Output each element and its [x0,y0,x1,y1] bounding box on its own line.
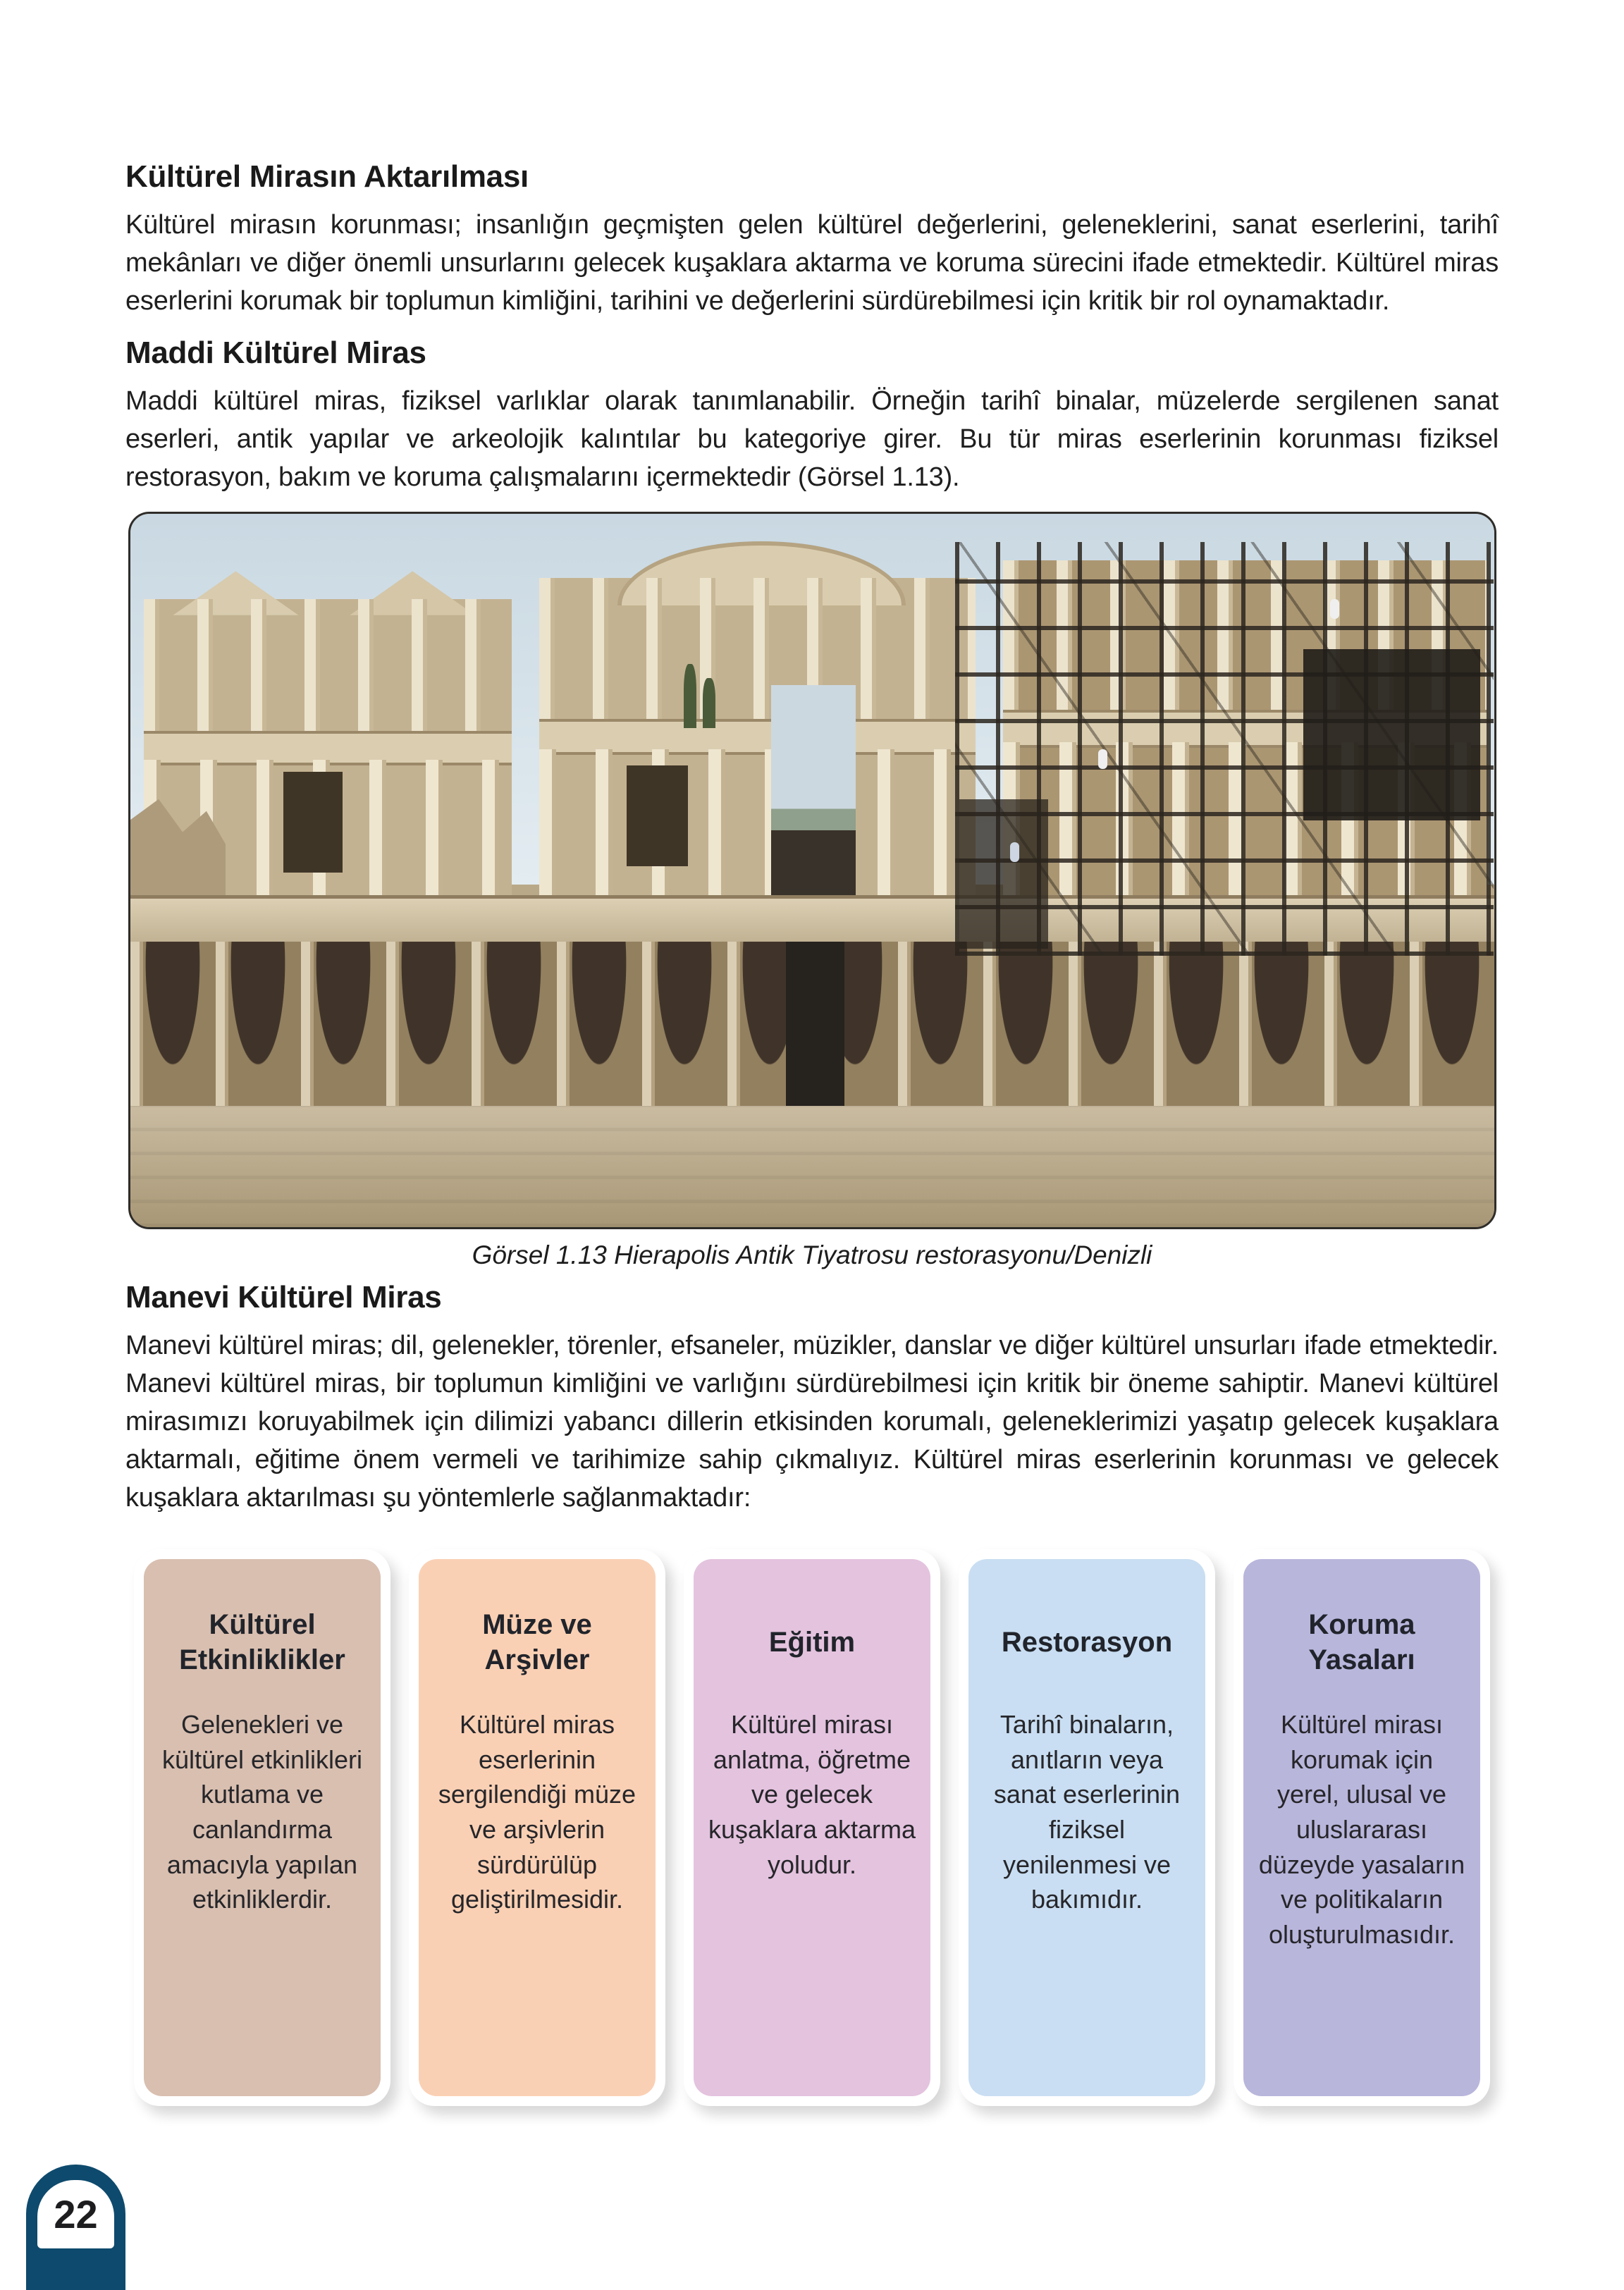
statue-niche [283,772,343,872]
section-heading-kulturel-mirasin-aktarilmasi: Kültürel Mirasın Aktarılması [125,159,529,194]
card-body-text: Gelenekleri ve kültürel etkinlikleri kutlama ve canlandırma amacıyla yapılan etkinliklerdir. [161,1710,363,1914]
cypress-tree [703,678,715,728]
card-surface [419,1559,656,2096]
preservation-methods-cards [134,1549,1490,2106]
restoration-worker [1098,749,1107,769]
card-body-text: Kültürel mirası korumak için yerel, ulusal ve uluslararası düzeyde yasaların ve politikaların oluşturulmasıdır. [1258,1710,1465,1950]
card-title: Koruma Yasaları [1308,1609,1415,1675]
statue-niche [627,765,688,866]
scaffold-netting [1303,649,1481,820]
card-title: Müze ve Arşivler [482,1609,592,1675]
card-title: Eğitim [768,1627,856,1658]
central-gate-opening [771,685,856,899]
paragraph-intangible-heritage: Manevi kültürel miras; dil, gelenekler, törenler, efsaneler, müzikler, danslar ve diğer kültürel unsurları ifade etmektedir. Manevi kültürel miras, bir toplumun kimliğini ve varlığını sürdürebilmesi için kritik bir öneme sahiptir. Manevi kültürel mirasımızı koruyabilmek için dilimizi yabancı dillerin etkisinden korumalı, geleneklerimizi yaşatıp gelecek kuşaklara aktarmalı, eğitime önem vermeli ve tarihimize sahip çıkmalıyız. Kültürel miras eserlerinin korunması ve gelecek kuşaklara aktarılması şu yöntemlerle sağlanmaktadır: [125,1331,1499,1513]
card-surface [144,1559,381,2096]
section-heading-maddi-kulturel-miras: Maddi Kültürel Miras [125,336,426,370]
figure-gorsel-1-13 [125,512,1499,1270]
upper-colonnade [144,599,512,731]
card-body-text: Kültürel miras eserlerinin sergilendiği müze ve arşivlerin sürdürülüp geliştirilmesidir. [438,1710,636,1914]
cypress-tree [684,664,696,728]
card-surface [694,1559,930,2096]
page-content [125,0,1499,2106]
stage-floor [130,1106,1494,1227]
method-card-koruma-yasalari [1234,1549,1490,2106]
hierapolis-theatre-photo [128,512,1496,1229]
section-heading-manevi-kulturel-miras: Manevi Kültürel Miras [125,1280,442,1315]
upper-colonnade [539,578,976,719]
restoration-worker [1330,599,1339,619]
paragraph-cultural-heritage-intro: Kültürel mirasın korunması; insanlığın geçmişten gelen kültürel değerlerini, geleneklerini, sanat eserlerini, tarihî mekânları ve diğer önemli unsurlarını gelecek kuşaklara aktarma ve koruma sürecini ifade etmektedir. Kültürel miras eserlerini korumak bir toplumun kimliğini, tarihini ve değerlerini sürdürebilmesi için kritik bir rol oynamaktadır. [125,210,1499,316]
page-number: 22 [37,2180,114,2248]
method-card-kulturel-etkinlikler [134,1549,390,2106]
stage-doorway [786,942,844,1106]
page-number-badge [26,2165,125,2290]
lower-colonnade [539,749,976,913]
card-surface [968,1559,1205,2096]
card-surface [1243,1559,1480,2096]
figure-caption: Görsel 1.13 Hierapolis Antik Tiyatrosu restorasyonu/Denizli [472,1241,1152,1269]
floor-texture [130,1106,1494,1227]
scaffold-netting [959,799,1048,949]
card-body-text: Tarihî binaların, anıtların veya sanat eserlerinin fiziksel yenilenmesi ve bakımıdır. [993,1710,1181,1914]
method-card-muze-ve-arsivler [409,1549,665,2106]
method-card-egitim [684,1549,940,2106]
paragraph-tangible-heritage: Maddi kültürel miras, fiziksel varlıklar olarak tanımlanabilir. Örneğin tarihî binalar, müzelerde sergilenen sanat eserleri, antik yapılar ve arkeolojik kalıntılar bu kategoriye girer. Bu tür miras eserlerinin korunması fiziksel restorasyon, bakım ve koruma çalışmalarını içermektedir (Görsel 1.13). [125,386,1499,492]
theatre-center-pavilion [539,578,976,913]
card-title: Restorasyon [1001,1627,1173,1658]
method-card-restorasyon [959,1549,1215,2106]
restoration-worker [1010,842,1019,862]
card-body-text: Kültürel mirası anlatma, öğretme ve gelecek kuşaklara aktarma yoludur. [708,1710,916,1879]
card-title: Kültürel Etkinliklikler [179,1609,345,1675]
